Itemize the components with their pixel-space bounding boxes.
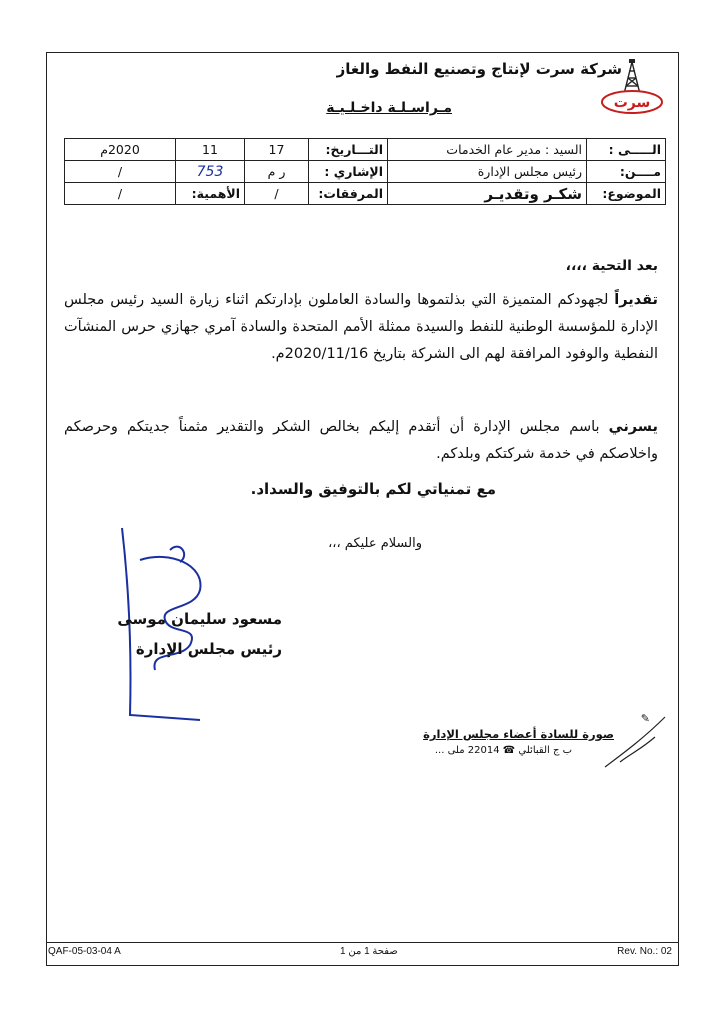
subject-value: شكـر وتقديـر [388,183,587,205]
memo-title: مـراسـلـة داخـلـيـة [326,100,452,116]
date-month: 11 [176,139,245,161]
cc-initials-line: ب ج القبائلي ☎ 22014 ملى ... [434,745,572,756]
footer-rule [46,942,679,943]
from-value: رئيس مجلس الإدارة [388,161,587,183]
signer-title: رئيس مجلس الإدارة [135,640,282,658]
ref-slash: / [65,161,176,183]
paragraph-1 [64,287,658,368]
page-number: صفحة 1 من 1 [340,946,398,957]
ref-prefix: ر م [245,161,309,183]
form-code: QAF-05-03-04 A [48,946,121,957]
date-label: التـــاريخ: [309,139,388,161]
ref-label: الإشاري : [309,161,388,183]
importance-value: / [65,183,176,205]
paragraph-1-text: لجهودكم المتميزة التي بذلتموها والسادة العاملون بإدارتكم اثناء زيارة السيد رئيس مجلس الإدارة للمؤسسة الوطنية للنفط والسيدة ممثلة الأمم المتحدة والسادة آمري جهازي حرس المنشآت النفطية والوفود المرافقة لهم الى الشركة بتاريخ 2020/11/16م. [64,292,658,362]
to-value: السيد : مدير عام الخدمات [388,139,587,161]
logo-text: سرت [613,95,651,111]
signer-name: مسعود سليمان موسى [117,610,282,628]
subject-label: الموضوع: [587,183,666,205]
date-year: 2020م [65,139,176,161]
attachments-label: المرفقات: [309,183,388,205]
company-name: شركة سرت لإنتاج وتصنيع النفط والغاز [336,60,622,78]
cc-icon: ✎ [640,712,650,725]
paragraph-2 [64,414,658,468]
paragraph-2-text: باسم مجلس الإدارة أن أتقدم إليكم بخالص الشكر والتقدير مثمناً جديتكم وحرصكم واخلاصكم في خدمة شركتكم وبلدكم. [64,419,658,462]
from-label: مــــن: [587,161,666,183]
greeting: بعد التحية ،،،، [565,258,658,274]
initials-scribble [600,712,670,772]
attachments-value: / [245,183,309,205]
to-label: الـــــى : [587,139,666,161]
wishes-line: مع تمنياتي لكم بالتوفيق والسداد. [250,480,496,498]
importance-label: الأهمية: [176,183,245,205]
ref-number: 753 [176,161,245,183]
date-day: 17 [245,139,309,161]
paragraph-2-lead: يسرني [608,419,658,435]
memo-header-table [64,138,666,205]
revision-number: Rev. No.: 02 [617,946,672,957]
company-logo [600,56,664,116]
paragraph-1-lead: تقديراً [614,292,658,308]
closing-line: والسلام عليكم ،،، [328,536,422,551]
cc-line: صورة للسادة أعضاء مجلس الإدارة [423,727,614,741]
